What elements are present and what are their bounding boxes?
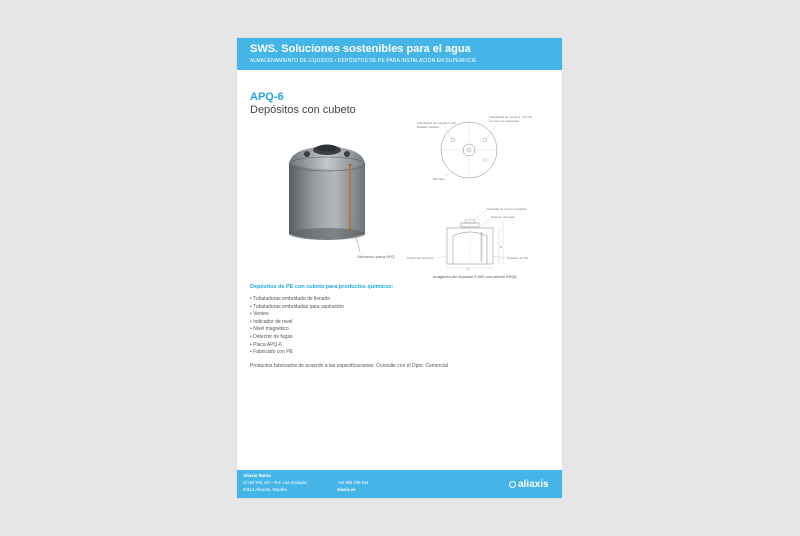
header-subtitle: ALMACENAMIENTO DE LÍQUIDOS • DEPÓSITOS DE PE PARA INSTALACIÓN EN SUPERFICIE: [250, 58, 477, 64]
label-level: Indicador de nivel por flotador: [487, 207, 527, 211]
list-item: • Venteo: [250, 311, 269, 318]
label-deposito: Depósito de PE: [507, 256, 528, 260]
label-cubeto: Cubeto de retención: [407, 256, 435, 260]
features-list: [250, 296, 344, 357]
technical-drawing: [407, 110, 557, 270]
footer-address-line2: 03114 Alicante, España: [243, 487, 287, 492]
label-inlet: Tubuladura de entrada 1" 1/2: [417, 121, 456, 125]
label-width: Ø: [467, 268, 470, 270]
label-manhole: Manhole: [433, 177, 445, 181]
aliaxis-logo: [509, 478, 549, 490]
list-item: • Placa APQ-6: [250, 341, 282, 348]
footer-website-link[interactable]: aliaxis.es: [337, 487, 356, 492]
list-item: • Tubuladuras embridada de llenado: [250, 296, 331, 302]
tank-photo: [277, 134, 377, 254]
product-code: APQ-6: [250, 91, 284, 103]
label-vent: Tubuladura de venteo 1" 1/2 OD: [489, 115, 532, 119]
document-page: [237, 38, 562, 498]
footer-address-line1: C/ del Yeti, s/n – Pol. Las Atalayas: [243, 480, 307, 485]
label-height: H: [500, 245, 503, 249]
logo-ring-icon: [509, 481, 516, 488]
photo-caption: Ubicación placa APQ: [357, 254, 395, 259]
specification-note: Productos fabricados de acuerdo a las especificaciones. Consulte con el Dpto. Comercial: [250, 363, 448, 369]
footer-company: Aliaxis Iberia: [243, 473, 271, 478]
list-item: • Fabricado con PE: [250, 349, 293, 356]
header-title: SWS. Soluciones sostenibles para el agua: [250, 43, 471, 55]
logo-text: aliaxis: [518, 478, 549, 490]
label-detector: Detector de fugas: [491, 215, 515, 219]
footer-phone: +34 965 109 044: [337, 480, 369, 485]
label-inlet-2: bridada roscada: [417, 125, 439, 129]
label-vent-2: con tubo de aspiración: [489, 119, 520, 123]
page-footer: [237, 470, 562, 498]
features-heading: Depósitos de PE con cubeto para productos químicos:: [250, 284, 394, 290]
list-item: • Nivel magnético: [250, 326, 289, 333]
drawing-caption: Imágenes del depósito 5.000 con cubeto APQ6: [433, 274, 517, 279]
list-item: • Indicador de nivel: [250, 318, 293, 325]
list-item: • Tubuladuras embridadas para aspiración: [250, 303, 344, 310]
product-name: Depósitos con cubeto: [250, 104, 356, 116]
list-item: • Detector de fugas: [250, 333, 293, 340]
page-header: [237, 38, 562, 70]
